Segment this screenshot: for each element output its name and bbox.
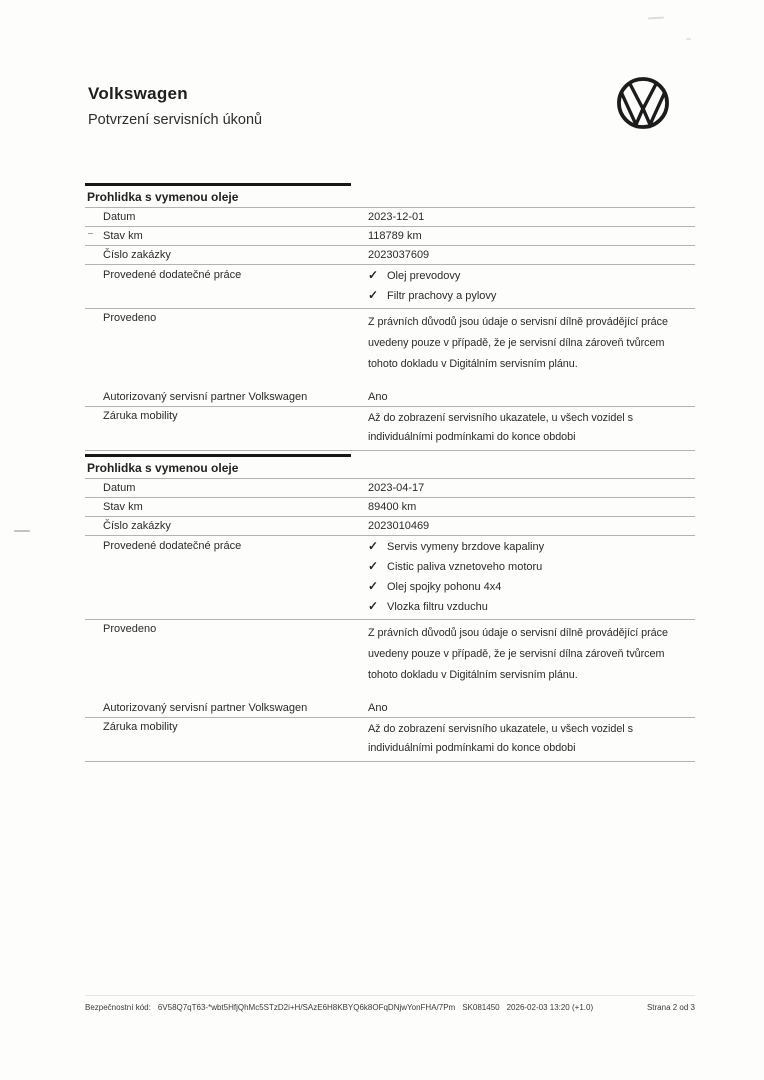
field-label: Provedené dodatečné práce [103,269,242,281]
timestamp: 2026-02-03 13:20 (+1.0) [506,1003,594,1012]
document-code: SK081450 [462,1003,500,1012]
field-label: Provedené dodatečné práce [103,540,242,552]
field-row-partner [85,699,695,718]
field-value: Ano [368,702,388,714]
check-item-label: Filtr prachovy a pylovy [387,290,497,302]
check-icon: ✓ [368,579,379,593]
check-icon: ✓ [368,559,379,573]
field-value: 89400 km [368,501,417,513]
field-value: 118789 km [368,230,422,242]
field-row-zaruka-mobility [85,718,695,762]
field-row-cislo-zakazky [85,246,695,265]
field-value: 2023-04-17 [368,482,425,494]
check-item [368,597,695,617]
field-value: Ano [368,391,388,403]
checklist [368,266,695,306]
check-item-label: Servis vymeny brzdove kapaliny [387,541,545,553]
check-item [368,557,695,577]
legal-paragraph: Z právních důvodů jsou údaje o servisní dílně provádějící práce uvedeny pouze v případě, že je servisní dílna zároveň tvůrcem tohoto dokladu v Digitálním servisním plánu. [368,316,668,370]
field-row-partner [85,388,695,407]
check-item [368,537,695,557]
field-label: Provedeno [103,312,157,324]
security-code-line [85,1003,593,1012]
field-value: 2023037609 [368,249,430,261]
field-label: Autorizovaný servisní partner Volkswagen [103,702,308,714]
page-number: Strana 2 od 3 [646,1003,695,1012]
service-record-section-2 [85,454,695,762]
check-item [368,577,695,597]
scan-artifact [14,530,30,532]
check-item [368,286,695,306]
check-icon: ✓ [368,599,379,613]
field-label: Stav km [103,230,143,242]
checklist [368,537,695,617]
field-label: Číslo zakázky [103,249,171,261]
check-item-label: Olej spojky pohonu 4x4 [387,581,502,593]
field-label: Záruka mobility [103,721,178,733]
field-value: 2023-12-01 [368,211,425,223]
field-label: Stav km [103,501,143,513]
field-value: Až do zobrazení servisního ukazatele, u všech vozidel s individuálními podmínkami do konce obdobi [368,723,633,754]
security-code: 6V58Q7qT63-*wbt5HfjQhMc5STzD2i+H/SAzE6H8KBYQ6k8OFqDNjwYonFHA/7Pm [157,1003,456,1012]
field-value: Až do zobrazení servisního ukazatele, u všech vozidel s individuálními podmínkami do konce obdobi [368,412,633,443]
field-label: Záruka mobility [103,410,178,422]
vw-logo-icon [616,76,670,130]
check-item-label: Cistic paliva vznetoveho motoru [387,561,543,573]
check-icon: ✓ [368,288,379,302]
check-icon: ✓ [368,539,379,553]
check-item-label: Vlozka filtru vzduchu [387,601,488,613]
field-label: Autorizovaný servisní partner Volkswagen [103,391,308,403]
scan-artifact [686,38,691,40]
field-label: Číslo zakázky [103,520,171,532]
field-row-dodatecne-prace [85,536,695,620]
field-row-provedeno [85,309,695,388]
field-row-provedeno [85,620,695,699]
field-row-datum [85,208,695,227]
field-row-cislo-zakazky [85,517,695,536]
document-header [88,84,262,128]
field-row-zaruka-mobility [85,407,695,451]
scan-artifact [648,17,664,20]
check-icon: ✓ [368,268,379,282]
legal-paragraph: Z právních důvodů jsou údaje o servisní dílně provádějící práce uvedeny pouze v případě, že je servisní dílna zároveň tvůrcem tohoto dokladu v Digitálním servisním plánu. [368,627,668,681]
service-record-section-1 [85,183,695,451]
field-row-stav-km [85,227,695,246]
document-footer [85,995,695,1012]
field-row-dodatecne-prace [85,265,695,309]
document-subtitle: Potvrzení servisních úkonů [88,112,263,128]
section-title: Prohlidka s vymenou oleje [85,457,695,479]
check-item [368,266,695,286]
brand-title: Volkswagen [88,84,188,103]
field-label: Provedeno [103,623,157,635]
field-label: Datum [103,482,136,494]
field-row-datum [85,479,695,498]
security-code-label: Bezpečnostní kód: [85,1003,151,1012]
field-row-stav-km [85,498,695,517]
field-label: Datum [103,211,136,223]
section-title: Prohlidka s vymenou oleje [85,186,695,208]
check-item-label: Olej prevodovy [387,270,461,282]
field-value: 2023010469 [368,520,430,532]
scan-artifact [88,233,93,234]
